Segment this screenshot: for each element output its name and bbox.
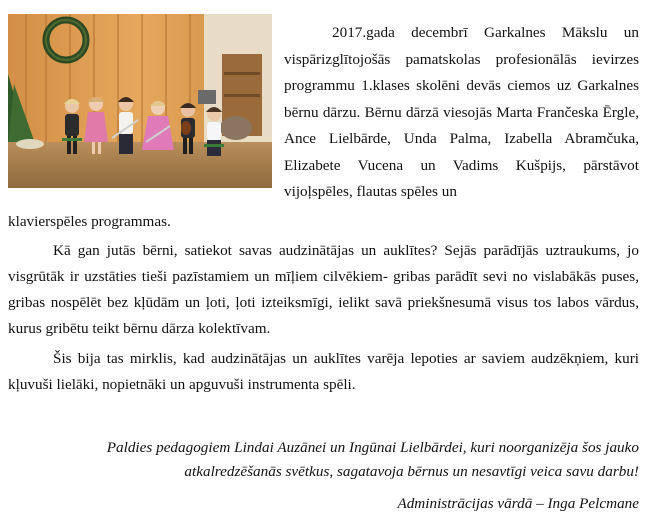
signature-line: Administrācijas vārdā – Inga Pelcmane (397, 495, 639, 512)
group-photo (8, 14, 272, 188)
body-paragraph-3: Šis bija tas mirklis, kad audzinātājas un auklītes varēja lepoties ar saviem audzēkņiem, kuri kļuvuši lielāki, nopietnāki un apguvuši instrumenta spēli. (8, 350, 639, 393)
body-paragraph-2: Kā gan jutās bērni, satiekot savas audzinātājas un auklītes? Sejās parādījās uztraukums, jo visgrūtāk ir uzstāties tieši pazīstamiem un mīļiem cilvēkiem- gribas parādīt sevi no vislabākās puses, gribas nospēlēt bez kļūdām un ļoti, ļoti izteiksmīgi, ielikt savā priekšnesumā visus tos labos vārdus, kurus gribētu teikt bērnu dārza kolektīvam. (8, 242, 639, 337)
intro-paragraph: 2017.gada decembrī Garkalnes Mākslu un vispārizglītojošās pamatskolas profesionālās ievirzes programmu 1.klases skolēni devās ciemos uz Garkalnes bērnu dārzu. Bērnu dārzā viesojās Marta Frančeska Ērgle, Ance Lielbārde, Unda Palma, Izabella Abramčuka, Elizabete Vucena un Vadims Kušpijs, pārstāvot vijoļspēles, flautas spēles un (284, 24, 639, 200)
thanks-note: Paldies pedagogiem Lindai Auzānei un Ingūnai Lielbārdei, kuri noorganizēja šos jauko atkalredzēšanās svētkus, sagatavoja bērnus un nesavtīgi veica savu darbu! (106, 439, 639, 480)
children-performers-photo (8, 14, 272, 188)
intro-paragraph-continued: klavierspēles programmas. (8, 213, 171, 230)
